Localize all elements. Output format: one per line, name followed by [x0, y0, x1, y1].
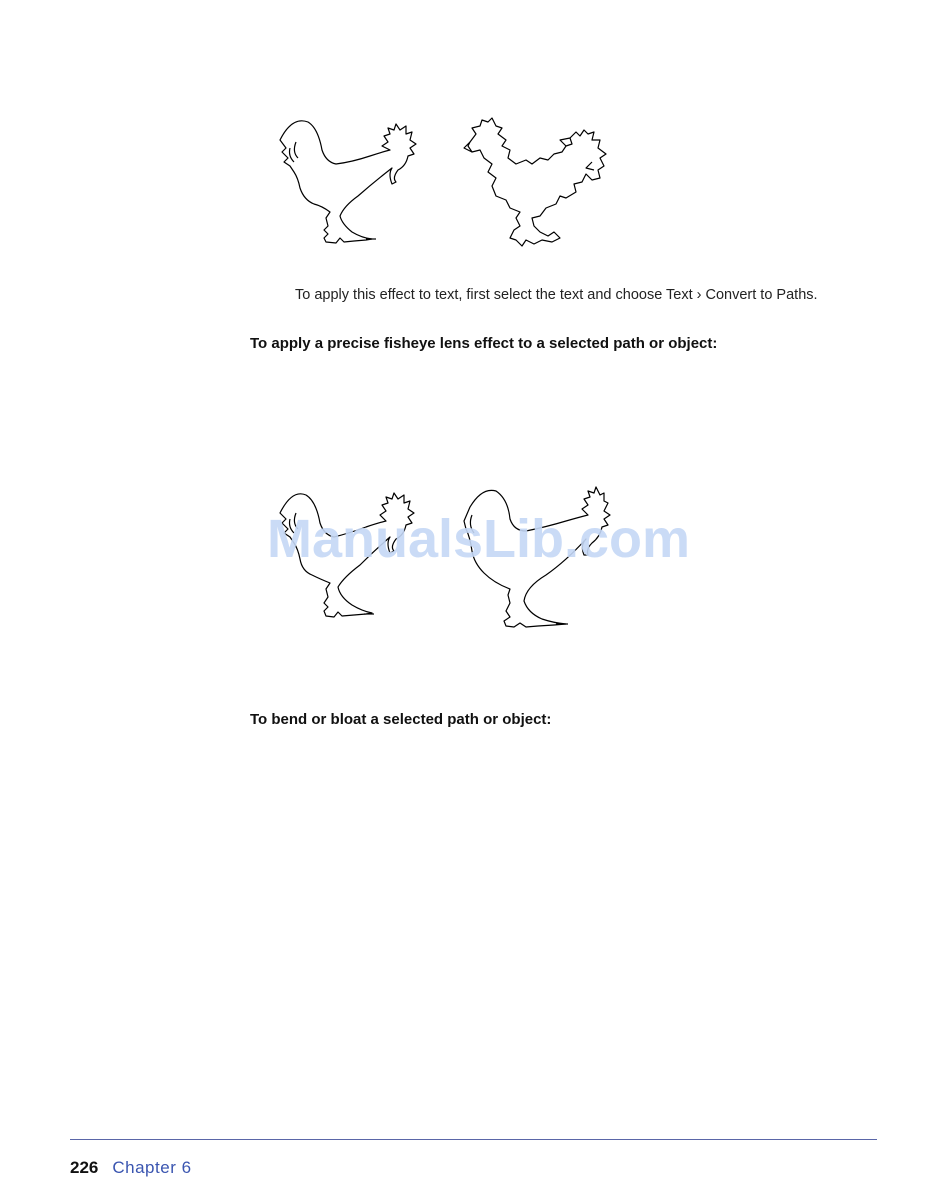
manualslib-watermark: ManualsLib.com [267, 509, 691, 569]
convert-to-paths-note: To apply this effect to text, first select the text and choose Text › Convert to Paths. [295, 287, 818, 303]
rooster-after-fisheye-outline [464, 487, 610, 627]
fisheye-heading: To apply a precise fisheye lens effect to a selected path or object: [250, 335, 718, 352]
page-number: 226 [70, 1158, 99, 1177]
rooster-roughened-outline [468, 118, 606, 246]
rooster-original-outline [280, 121, 416, 243]
chapter-label: Chapter 6 [112, 1158, 192, 1177]
rooster-before-fisheye-outline [280, 493, 414, 617]
rooster-roughen-figure [270, 112, 620, 252]
page-footer [70, 1158, 192, 1178]
bend-bloat-heading: To bend or bloat a selected path or object: [250, 711, 552, 728]
rooster-fisheye-figure [270, 485, 620, 635]
footer-rule [70, 1139, 877, 1140]
